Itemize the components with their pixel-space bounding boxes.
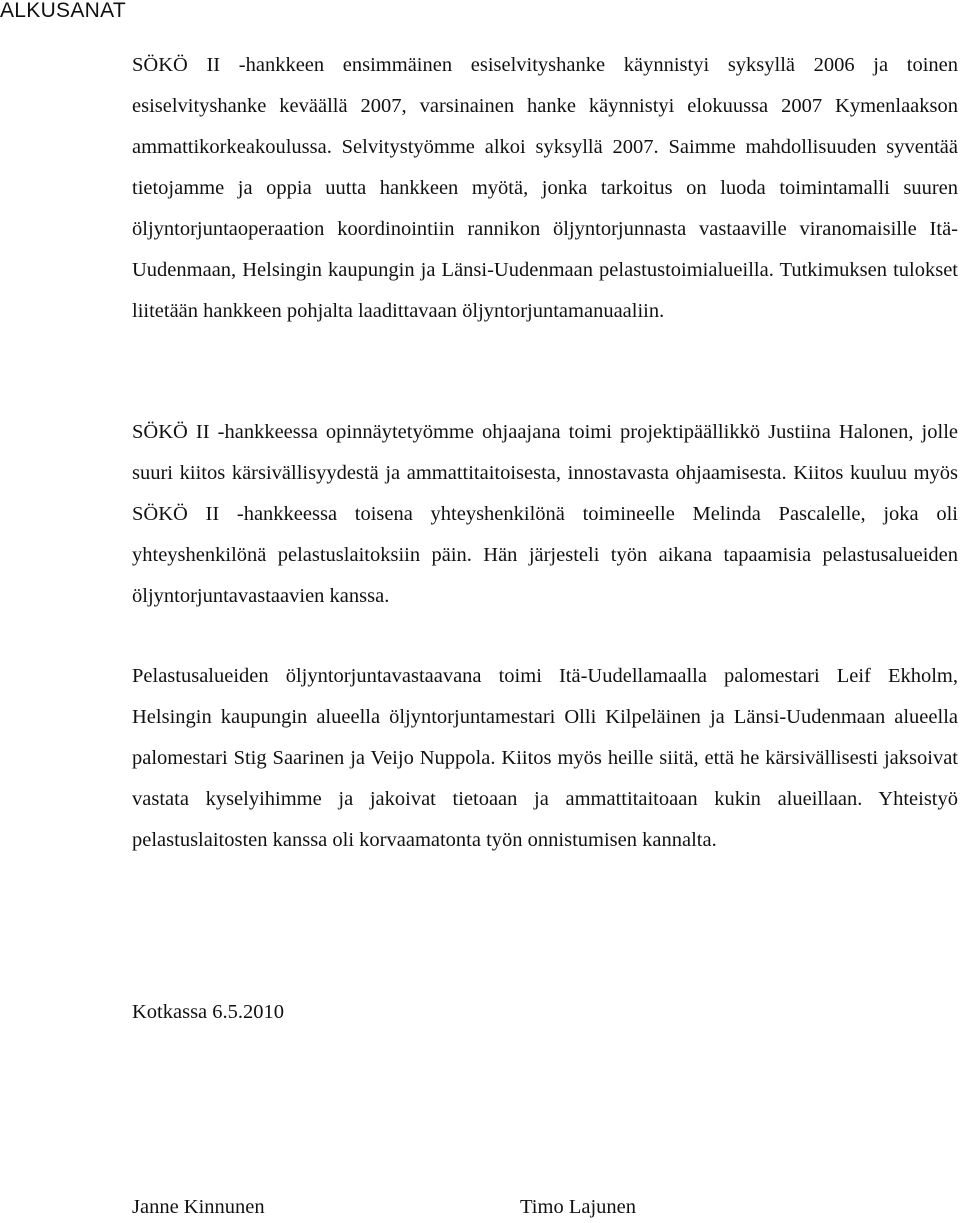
paragraph-3: Pelastusalueiden öljyntorjuntavastaavana toimi Itä-Uudellamaalla palomestari Leif Ekholm, Helsingin kaupungin alueella öljyntorjuntamestari Olli Kilpeläinen ja Länsi-Uudenmaan alueella palomestari Stig Saarinen ja Veijo Nuppola. Kiitos myös heille siitä, että he kärsivällisesti jaksoivat vastata kyselyihimme ja jakoivat tietoaan ja ammattitaitoaan kukin alueillaan. Yhteistyö pelastuslaitosten kanssa oli korvaamatonta työn onnistumisen kannalta. [132, 665, 958, 851]
paragraph-2: SÖKÖ II -hankkeessa opinnäytetyömme ohjaajana toimi projektipäällikkö Justiina Halonen, jolle suuri kiitos kärsivällisyydestä ja ammattitaitoisesta, innostavasta ohjaamisesta. Kiitos kuuluu myös SÖKÖ II -hankkeessa toisena yhteyshenkilönä toimineelle Melinda Pascalelle, joka oli yhteyshenkilönä pelastuslaitoksiin päin. Hän järjesteli työn aikana tapaamisia pelastusalueiden öljyntorjuntavastaavien kanssa. [132, 421, 958, 607]
signature-name-2: Timo Lajunen [520, 1196, 636, 1218]
place-and-date: Kotkassa 6.5.2010 [132, 1001, 285, 1023]
page-heading: ALKUSANAT [0, 0, 127, 22]
paragraph-1: SÖKÖ II -hankkeen ensimmäinen esiselvityshanke käynnistyi syksyllä 2006 ja toinen esiselvityshanke keväällä 2007, varsinainen hanke käynnistyi elokuussa 2007 Kymenlaakson ammattikorkeakoulussa. Selvitystyömme alkoi syksyllä 2007. Saimme mahdollisuuden syventää tietojamme ja oppia uutta hankkeen myötä, jonka tarkoitus on luoda toimintamalli suuren öljyntorjuntaoperaation koordinointiin rannikon öljyntorjunnasta vastaaville viranomaisille Itä-Uudenmaan, Helsingin kaupungin ja Länsi-Uudenmaan pelastustoimialueilla. Tutkimuksen tulokset liitetään hankkeen pohjalta laadittavaan öljyntorjuntamanuaaliin. [132, 54, 958, 322]
signature-name-1: Janne Kinnunen [132, 1196, 265, 1218]
